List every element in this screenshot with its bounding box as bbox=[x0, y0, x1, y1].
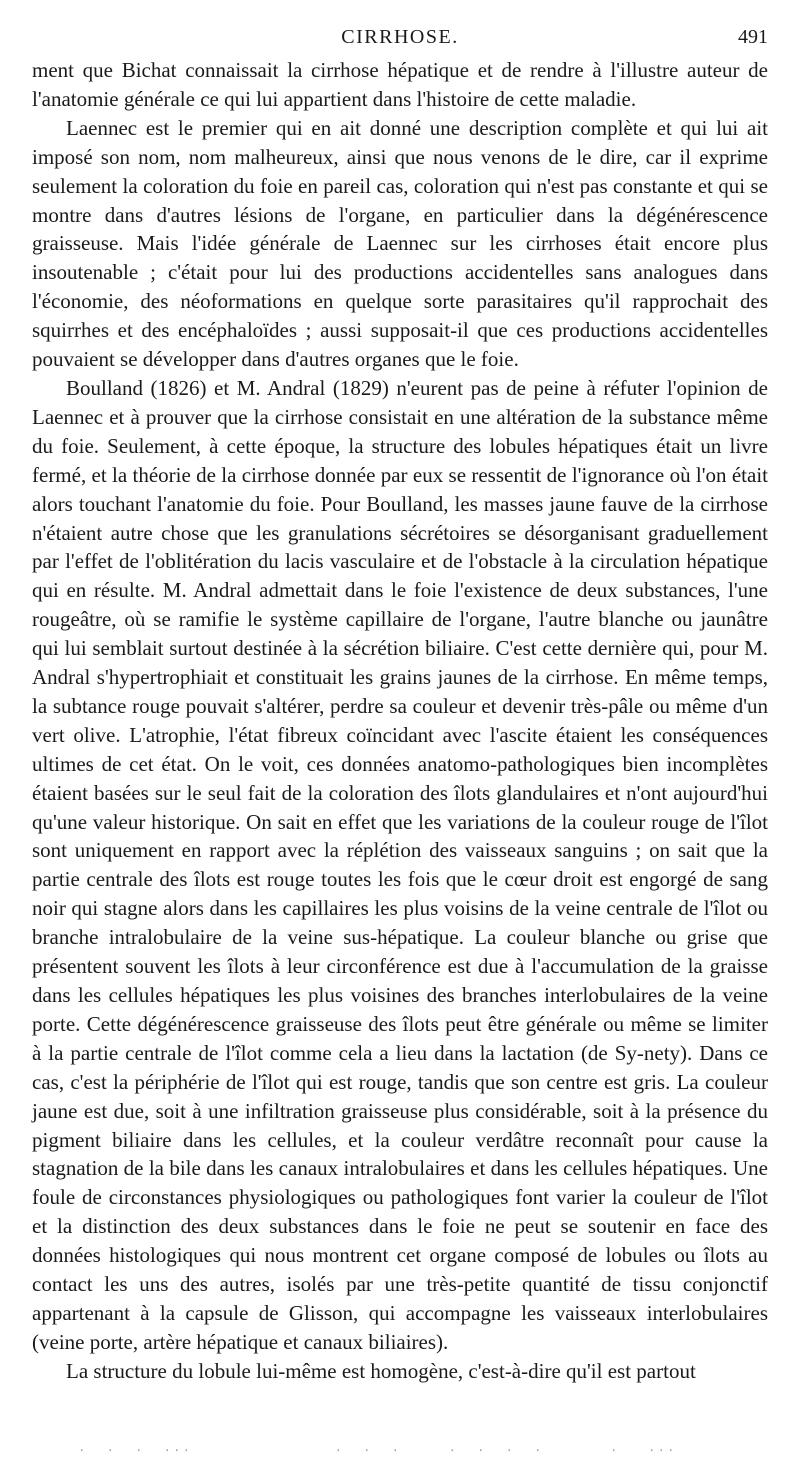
running-title: CIRRHOSE. bbox=[341, 26, 459, 48]
document-page bbox=[32, 26, 768, 1386]
paragraph: La structure du lobule lui-même est homogène, c'est-à-dire qu'il est partout bbox=[66, 1358, 696, 1383]
page-header bbox=[32, 26, 768, 56]
body-text bbox=[32, 56, 768, 1386]
print-artifact-dots: . . . ... . . . . . . . . ... bbox=[80, 1440, 679, 1455]
paragraph: Laennec est le premier qui en ait donné une description complète et qui lui ait imposé son nom, nom malheureux, ainsi que nous venons de le dire, car il exprime seulement la coloration du foie en pareil cas, coloration qui n'est pas constante et qui se montre dans d'autres lésions de l'organe, en particulier dans la dégénérescence graisseuse. Mais l'idée générale de Laennec sur les cirrhoses était encore plus insoutenable ; c'était pour lui des productions accidentelles sans analogues dans l'économie, des néoformations en quelque sorte parasitaires qu'il rapprochait des squirrhes et des encéphaloïdes ; aussi supposait-il que ces productions accidentelles pouvaient se développer dans d'autres organes que le foie. bbox=[32, 115, 768, 372]
paragraph: Boulland (1826) et M. Andral (1829) n'eurent pas de peine à réfuter l'opinion de Laennec et à prouver que la cirrhose consistait en une altération de la substance même du foie. Seulement, à cette époque, la structure des lobules hépatiques était un livre fermé, et la théorie de la cirrhose donnée par eux se ressentit de l'ignorance où l'on était alors touchant l'anatomie du foie. Pour Boulland, les masses jaune fauve de la cirrhose n'étaient autre chose que les granulations sécrétoires se désorganisant graduellement par l'effet de l'oblitération du lacis vasculaire et de l'obstacle à la circulation hépatique qui en résulte. M. Andral admettait dans le foie l'existence de deux substances, l'une rougeâtre, où se ramifie le système capillaire de l'organe, l'autre blanche ou jaunâtre qui lui semblait surtout destinée à la sécrétion biliaire. C'est cette dernière qui, pour M. Andral s'hypertrophiait et constituait les grains jaunes de la cirrhose. En même temps, la subtance rouge pouvait s'altérer, perdre sa couleur et devenir très-pâle ou même d'un vert olive. L'atrophie, l'état fibreux coïncidant avec l'ascite étaient les conséquences ultimes de cet état. On le voit, ces données anatomo-pathologiques bien incomplètes étaient basées sur le seul fait de la coloration des îlots glandulaires et n'ont aujourd'hui qu'une valeur historique. On sait en effet que les variations de la couleur rouge de l'îlot sont uniquement en rapport avec la réplétion des vaisseaux sanguins ; on sait que la partie centrale des îlots est rouge toutes les fois que le cœur droit est engorgé de sang noir qui stagne alors dans les capillaires les plus voisins de la veine centrale de l'îlot ou branche intralobulaire de la veine sus-hépatique. La couleur blanche ou grise que présentent souvent les îlots à leur circonférence est due à l'accumulation de la graisse dans les cellules hépatiques les plus voisines des branches interlobulaires de la veine porte. Cette dégénérescence graisseuse des îlots peut être générale ou même se limiter à la partie centrale de l'îlot comme cela a lieu dans la lactation (de Sy-nety). Dans ce cas, c'est la périphérie de l'îlot qui est rouge, tandis que son centre est gris. La couleur jaune est due, soit à une infiltration graisseuse plus considérable, soit à la présence du pigment biliaire dans les cellules, et la couleur verdâtre reconnaît pour cause la stagnation de la bile dans les canaux intralobulaires et dans les cellules hépatiques. Une foule de circonstances physiologiques ou pathologiques font varier la couleur de l'îlot et la distinction des deux substances dans le foie ne peut se soutenir en face des données histologiques qui nous montrent cet organe composé de lobules ou îlots au contact les uns des autres, isolés par une très-petite quantité de tissu conjonctif appartenant à la capsule de Glisson, qui accompagne les vaisseaux interlobulaires (veine porte, artère hépatique et canaux biliaires). bbox=[32, 375, 768, 1354]
paragraph: ment que Bichat connaissait la cirrhose hépatique et de rendre à l'illustre auteur de l'anatomie générale ce qui lui appartient dans l'histoire de cette maladie. bbox=[32, 58, 768, 111]
page-number: 491 bbox=[738, 26, 768, 48]
